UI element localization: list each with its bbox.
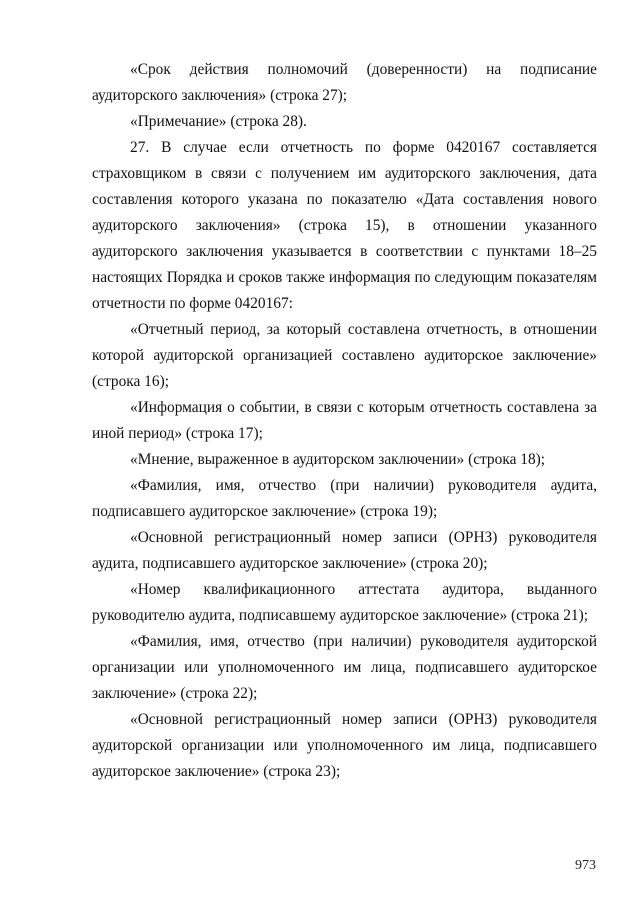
- document-body: [92, 57, 597, 785]
- paragraph-audit-leader-ornz: «Основной регистрационный номер записи (ОРНЗ) руководителя аудита, подписавшего аудиторское заключение» (строка 20);: [92, 529, 597, 572]
- paragraph-audit-leader-name: «Фамилия, имя, отчество (при наличии) руководителя аудита, подписавшего аудиторское заключение» (строка 19);: [92, 477, 597, 520]
- paragraph-validity-period: «Срок действия полномочий (доверенности) на подписание аудиторского заключения» (строка 27);: [92, 61, 597, 104]
- paragraph-note: «Примечание» (строка 28).: [130, 113, 307, 130]
- paragraph-audit-opinion: «Мнение, выраженное в аудиторском заключении» (строка 18);: [130, 451, 546, 468]
- paragraph-org-head-ornz: «Основной регистрационный номер записи (ОРНЗ) руководителя аудиторской организации или уполномоченного им лица, подписавшего аудиторское заключение» (строка 23);: [92, 711, 597, 780]
- page-number: 973: [575, 858, 596, 873]
- paragraph-org-head-name: «Фамилия, имя, отчество (при наличии) руководителя аудиторской организации или уполномоченного им лица, подписавшего аудиторское заключение» (строка 22);: [92, 633, 597, 702]
- paragraph-event-info: «Информация о событии, в связи с которым отчетность составлена за иной период» (строка 17);: [92, 399, 597, 442]
- paragraph-reporting-period: «Отчетный период, за который составлена отчетность, в отношении которой аудиторской организацией составлено аудиторское заключение» (строка 16);: [92, 321, 597, 390]
- paragraph-clause-27: 27. В случае если отчетность по форме 0420167 составляется страховщиком в связи с получением им аудиторского заключения, дата составления которого указана по показателю «Дата составления нового аудиторского заключения» (строка 15), в отношении указанного аудиторского заключения указывается в соответствии с пунктами 18–25 настоящих Порядка и сроков также информация по следующим показателям отчетности по форме 0420167:: [92, 139, 597, 312]
- paragraph-qualification-certificate: «Номер квалификационного аттестата аудитора, выданного руководителю аудита, подписавшему аудиторское заключение» (строка 21);: [92, 581, 597, 624]
